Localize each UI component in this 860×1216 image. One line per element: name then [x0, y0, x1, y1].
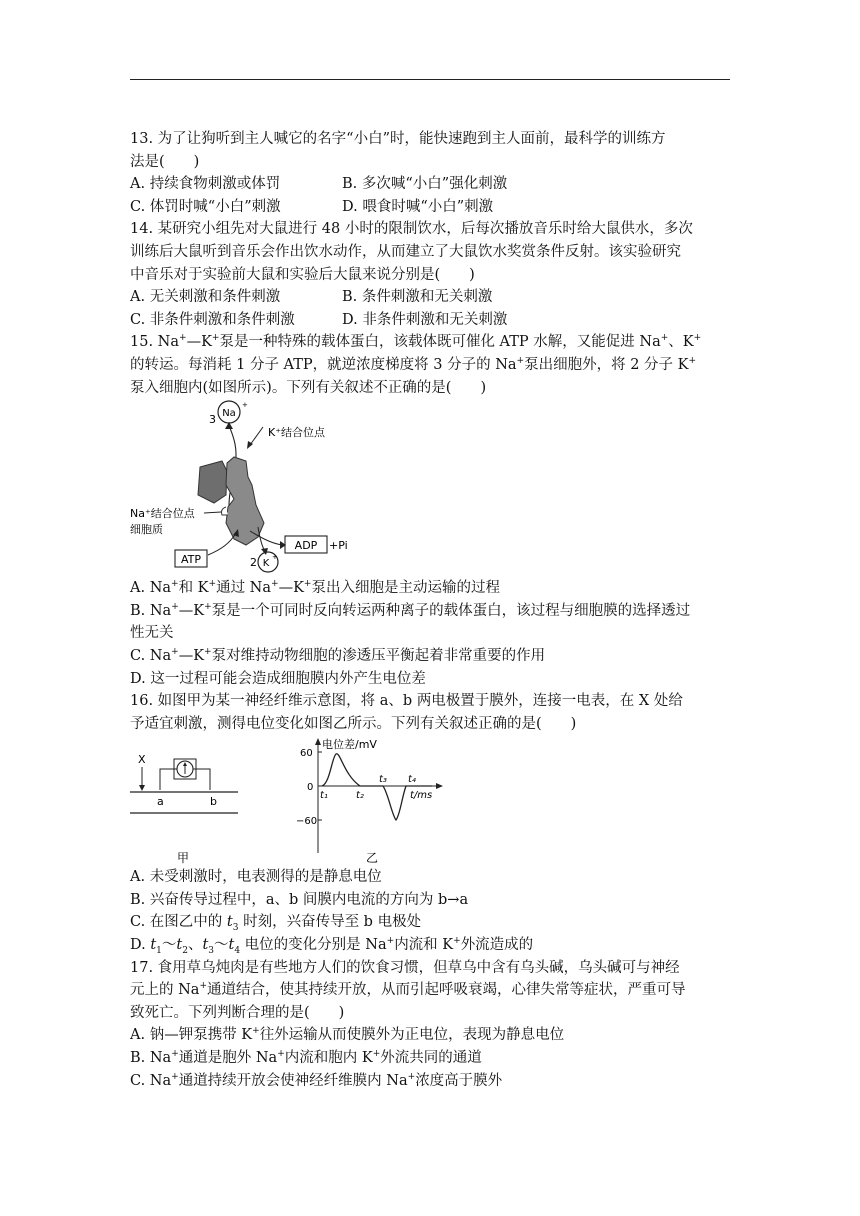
q14-option-d[interactable]: D. 非条件刺激和无关刺激: [342, 311, 508, 328]
fig-yi-caption: 乙: [366, 851, 379, 866]
x-axis-label: t/ms: [410, 790, 433, 802]
q13-option-a[interactable]: A. 持续食物刺激或体罚: [130, 176, 281, 193]
atp-label: ATP: [180, 553, 202, 567]
q15-option-b-cont: 性无关: [130, 625, 174, 642]
t2-label: t₂: [356, 790, 364, 802]
y-tick-0: 0: [307, 782, 314, 794]
q17-stem-cont2: 致死亡。下列判断合理的是( ): [130, 1004, 345, 1021]
q17-stem: 17. 食用草乌炖肉是有些地方人们的饮食习惯，但草乌中含有乌头碱，乌头碱可与神经: [130, 959, 680, 976]
q15-option-d[interactable]: D. 这一过程可能会造成细胞膜内外产生电位差: [130, 670, 426, 687]
q14-option-a[interactable]: A. 无关刺激和条件刺激: [130, 289, 281, 306]
header-rule: [130, 79, 730, 80]
electrode-b-label: b: [210, 795, 217, 809]
question-content: [130, 128, 730, 1092]
protein-blob: [198, 461, 227, 503]
q13-options-ab: [130, 173, 730, 196]
fig-jia-caption: 甲: [177, 851, 190, 866]
pump-body: [226, 457, 264, 545]
q14-stem: 14. 某研究小组先对大鼠进行 48 小时的限制饮水，后每次播放音乐时给大鼠供水，多次: [130, 221, 693, 238]
k-ion-label: K: [262, 558, 270, 570]
q16-stem-cont: 予适宜刺激，测得电位变化如图乙所示。下列有关叙述正确的是( ): [130, 715, 577, 732]
q15-option-b[interactable]: B. Na+—K+泵是一个可同时反向转运两种离子的载体蛋白，该过程与细胞膜的选择透过: [130, 601, 691, 619]
q14-stem-cont2: 中音乐对于实验前大鼠和实验后大鼠来说分别是( ): [130, 266, 475, 283]
q13-option-d[interactable]: D. 喂食时喊“小白”刺激: [342, 198, 494, 215]
q16-option-c[interactable]: C. 在图乙中的 $t_3$ 时刻，兴奋传导至 b 电极处: [130, 914, 422, 934]
q14-options-cd: [130, 309, 730, 332]
q17-option-a[interactable]: A. 钠—钾泵携带 K+往外运输从而使膜外为正电位，表现为静息电位: [130, 1026, 565, 1044]
q13-option-c[interactable]: C. 体罚时喊“小白”刺激: [130, 198, 281, 215]
q17-option-b[interactable]: B. Na+通道是胞外 Na+内流和胞内 K+外流共同的通道: [130, 1049, 482, 1067]
q13-option-b[interactable]: B. 多次喊“小白”强化刺激: [342, 176, 508, 193]
na-coefficient: 3: [209, 413, 216, 427]
t3-label: t₃: [379, 774, 387, 786]
svg-text:+: +: [242, 401, 248, 410]
q16-stem: 16. 如图甲为某一神经纤维示意图，将 a、b 两电极置于膜外，连接一电表，在 X 处给: [130, 693, 683, 710]
k-coefficient: 2: [250, 556, 257, 570]
q13-stem: 13. 为了让狗听到主人喊它的名字“小白”时，能快速跑到主人面前，最科学的训练方: [130, 131, 666, 147]
nerve-fiber-diagram: [130, 735, 730, 866]
pi-label: +Pi: [329, 539, 348, 553]
q15-option-a[interactable]: A. Na+和 K+通过 Na+—K+泵出入细胞是主动运输的过程: [130, 579, 500, 597]
q16-option-d[interactable]: D. $t_1\sim t_2$、$t_3\sim t_4$ 电位的变化分别是 Na+内流和 K+外流造成的: [130, 936, 534, 956]
y-axis-label: 电位差/mV: [322, 738, 377, 752]
q15-stem-cont2: 泵入细胞内(如图所示)。下列有关叙述不正确的是( ): [130, 379, 487, 396]
q17-stem-cont: 元上的 Na+通道结合，使其持续开放，从而引起呼吸衰竭，心律失常等症状，严重可导: [130, 981, 686, 999]
q16-option-a[interactable]: A. 未受刺激时，电表测得的是静息电位: [130, 869, 382, 886]
adp-label: ADP: [294, 539, 318, 553]
q15-stem-cont: 的转运。每消耗 1 分子 ATP，就逆浓度梯度将 3 分子的 Na+泵出细胞外，将 2 分子 K+: [130, 356, 697, 373]
q13-stem-cont: 法是( ): [130, 153, 200, 170]
cytoplasm-label: 细胞质: [130, 523, 163, 537]
q14-stem-cont: 训练后大鼠听到音乐会作出饮水动作，从而建立了大鼠饮水奖赏条件反射。该实验研究: [130, 243, 681, 260]
q17-option-c[interactable]: C. Na+通道持续开放会使神经纤维膜内 Na+浓度高于膜外: [130, 1071, 503, 1089]
q15-stem: 15. Na+—K+泵是一种特殊的载体蛋白，该载体既可催化 ATP 水解，又能促进 Na+、K+: [130, 333, 702, 351]
potential-chart: [296, 737, 443, 865]
q16-option-b[interactable]: B. 兴奋传导过程中，a、b 间膜内电流的方向为 b→a: [130, 891, 469, 908]
stimulus-x-label: X: [138, 753, 146, 767]
potential-curve: [322, 754, 432, 820]
q14-option-c[interactable]: C. 非条件刺激和条件刺激: [130, 311, 295, 328]
k-binding-site-label: K⁺结合位点: [268, 426, 326, 440]
y-tick-60: 60: [300, 748, 313, 760]
q14-option-b[interactable]: B. 条件刺激和无关刺激: [342, 289, 493, 306]
sodium-potassium-pump-diagram: [130, 399, 730, 577]
q14-options-ab: [130, 286, 730, 309]
na-binding-site-label: Na⁺结合位点: [130, 507, 195, 521]
q15-option-c[interactable]: C. Na+—K+泵对维持动物细胞的渗透压平衡起着非常重要的作用: [130, 647, 546, 664]
y-tick-neg60: −60: [296, 816, 318, 828]
electrode-a-label: a: [157, 795, 164, 809]
q15-pump-figure: [130, 399, 730, 577]
na-ion-label: Na: [222, 408, 236, 420]
q16-figures: [130, 735, 730, 866]
t4-label: t₄: [408, 774, 416, 786]
t1-label: t₁: [320, 790, 328, 802]
q13-options-cd: [130, 196, 730, 219]
svg-text:+: +: [272, 553, 278, 562]
